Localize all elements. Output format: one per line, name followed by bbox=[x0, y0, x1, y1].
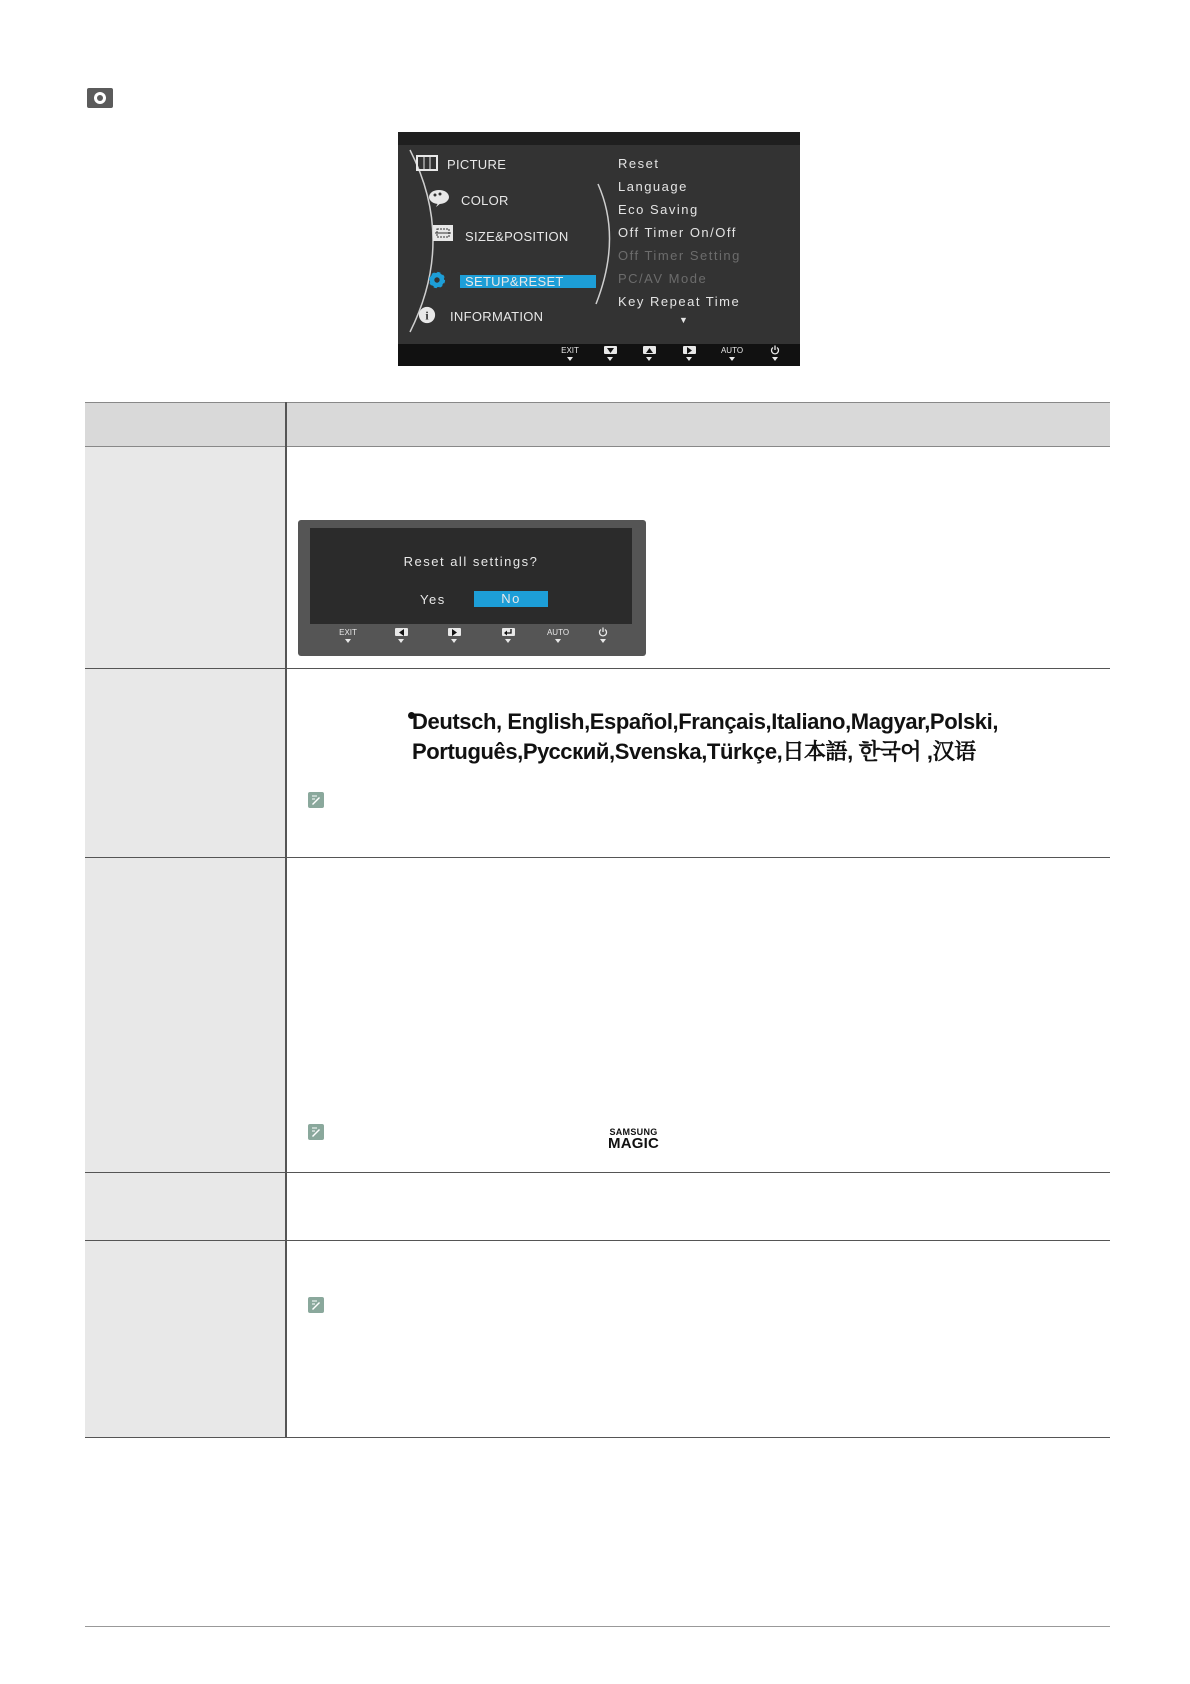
row-divider bbox=[85, 668, 1110, 669]
up-button[interactable] bbox=[639, 345, 659, 361]
enter-icon bbox=[502, 628, 515, 636]
note-icon bbox=[308, 792, 324, 808]
language-list-line-2: Português,Русский,Svenska,Türkçe,日本語, 한국어 ,汉语 bbox=[412, 739, 976, 764]
exit-button[interactable]: EXIT bbox=[338, 627, 358, 643]
row-divider bbox=[85, 1172, 1110, 1173]
yes-option[interactable]: Yes bbox=[420, 592, 446, 607]
column-divider bbox=[285, 402, 287, 1438]
samsung-magic-logo: SAMSUNG MAGIC bbox=[608, 1127, 659, 1152]
osd-menu-item-color[interactable]: COLOR bbox=[461, 193, 509, 208]
row-label-cell bbox=[85, 1241, 285, 1438]
row-label-cell bbox=[85, 669, 285, 857]
osd-submenu-pc-av-mode: PC/AV Mode bbox=[618, 271, 708, 286]
left-arrow-icon bbox=[395, 628, 408, 636]
power-icon bbox=[770, 345, 780, 355]
note-icon bbox=[308, 1124, 324, 1140]
row-divider bbox=[85, 1437, 1110, 1438]
left-button[interactable] bbox=[391, 627, 411, 643]
osd-submenu-off-timer-setting: Off Timer Setting bbox=[618, 248, 741, 263]
gear-icon bbox=[426, 271, 448, 294]
power-button[interactable] bbox=[765, 345, 785, 361]
picture-icon bbox=[416, 154, 438, 177]
exit-button[interactable]: EXIT bbox=[560, 345, 580, 361]
osd-menu-item-setup-reset[interactable]: SETUP&RESET bbox=[465, 274, 564, 289]
enter-button[interactable] bbox=[498, 627, 518, 643]
row-divider bbox=[85, 857, 1110, 858]
osd-submenu-language[interactable]: Language bbox=[618, 179, 688, 194]
power-button[interactable] bbox=[593, 627, 613, 643]
osd-menu-item-information[interactable]: INFORMATION bbox=[450, 309, 544, 324]
language-list bbox=[412, 707, 998, 767]
row-label-cell bbox=[85, 1173, 285, 1240]
power-icon bbox=[598, 627, 608, 637]
table-header bbox=[85, 402, 1110, 447]
osd-submenu-reset[interactable]: Reset bbox=[618, 156, 660, 171]
osd-menu bbox=[398, 132, 800, 366]
language-list-line-1: Deutsch, English,Español,Français,Italiano,Magyar,Polski, bbox=[412, 709, 999, 734]
note-icon bbox=[308, 1297, 324, 1313]
down-button[interactable] bbox=[600, 345, 620, 361]
up-arrow-icon bbox=[643, 346, 656, 354]
info-icon bbox=[416, 306, 438, 329]
palette-icon bbox=[428, 189, 450, 212]
right-arrow-icon bbox=[683, 346, 696, 354]
gear-icon bbox=[87, 88, 113, 108]
right-arrow-icon bbox=[448, 628, 461, 636]
dialog-button-bar bbox=[310, 624, 632, 652]
row-label-cell bbox=[85, 858, 285, 1172]
osd-submenu-key-repeat-time[interactable]: Key Repeat Time bbox=[618, 294, 741, 309]
osd-button-bar bbox=[398, 344, 800, 366]
footer-rule bbox=[85, 1626, 1110, 1627]
right-button[interactable] bbox=[679, 345, 699, 361]
size-position-icon bbox=[432, 224, 454, 247]
row-label-cell bbox=[85, 447, 285, 668]
auto-button[interactable]: AUTO bbox=[548, 627, 568, 643]
svg-text:i: i bbox=[425, 309, 429, 323]
osd-menu-item-picture[interactable]: PICTURE bbox=[447, 157, 507, 172]
row-divider bbox=[85, 1240, 1110, 1241]
reset-dialog-body bbox=[310, 528, 632, 624]
osd-submenu-eco-saving[interactable]: Eco Saving bbox=[618, 202, 699, 217]
more-down-indicator: ▼ bbox=[679, 315, 688, 325]
no-option[interactable]: No bbox=[474, 591, 548, 607]
reset-question: Reset all settings? bbox=[403, 554, 539, 569]
osd-submenu-off-timer[interactable]: Off Timer On/Off bbox=[618, 225, 737, 240]
auto-button[interactable]: AUTO bbox=[722, 345, 742, 361]
down-arrow-icon bbox=[604, 346, 617, 354]
reset-dialog bbox=[298, 520, 646, 656]
right-button[interactable] bbox=[444, 627, 464, 643]
osd-menu-item-size-position[interactable]: SIZE&POSITION bbox=[465, 229, 569, 244]
